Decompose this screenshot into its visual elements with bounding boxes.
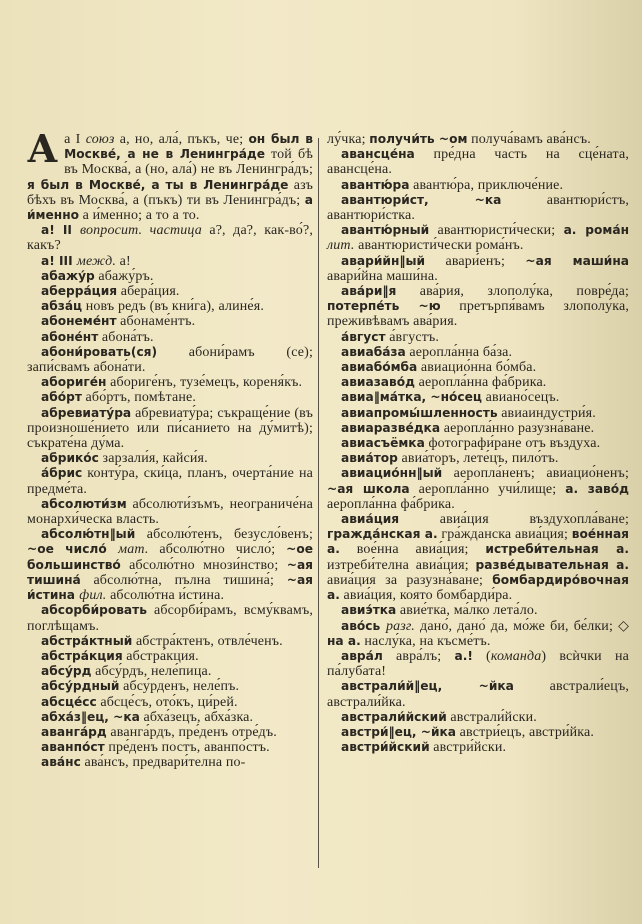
drop-cap: А bbox=[27, 126, 59, 171]
translation: авиа́ция въздухопла́ване; bbox=[399, 512, 629, 528]
translation: пре́дна часть на сце́ната, авансце́на. bbox=[327, 147, 629, 178]
translation: абсолю́тна, пълна тишина́; bbox=[80, 572, 287, 588]
translation: абсолю́тно число́; bbox=[148, 542, 287, 558]
headword: абоне́нт bbox=[41, 329, 99, 344]
headword: австри́йский bbox=[341, 740, 430, 755]
dictionary-entry bbox=[327, 512, 629, 603]
headword: авиа‖ма́тка, ~но́сец bbox=[341, 390, 482, 405]
headword: абориге́н bbox=[41, 375, 107, 390]
headword: а́вгуст bbox=[341, 329, 386, 344]
translation: абажу́ръ. bbox=[94, 268, 154, 284]
headword: абревиату́ра bbox=[41, 405, 132, 420]
translation: а! bbox=[116, 253, 131, 269]
translation: а, но, ала́, пъкъ, че; bbox=[114, 132, 249, 147]
translation: абсолюти́зъмъ, неограниче́на монархи́ческа власть. bbox=[27, 496, 313, 528]
translation: новъ редъ (въ кни́га), алине́я. bbox=[82, 299, 264, 315]
translation: австрали́йски. bbox=[446, 709, 537, 725]
translation: австри́ецъ, австри́йка. bbox=[456, 724, 595, 740]
headword: он был в Москве́, а не в Ленингра́де bbox=[64, 132, 313, 162]
headword: австри́‖ец, ~йка bbox=[341, 724, 457, 739]
translation: абсолю́тна и́стина. bbox=[106, 588, 225, 604]
translation: аеропла́нно учи́лище; bbox=[409, 481, 566, 497]
headword: ~ая тишина́ bbox=[27, 557, 313, 587]
headword: авиазаво́д bbox=[341, 375, 415, 390]
translation: абсолю́тно мнози́нство; bbox=[120, 557, 287, 573]
dictionary-entry bbox=[327, 619, 629, 649]
dictionary-entry bbox=[327, 451, 629, 466]
dictionary-entry bbox=[27, 126, 313, 224]
headword: авиапромы́шленность bbox=[341, 405, 498, 420]
headword: ава́ри‖я bbox=[341, 284, 397, 299]
headword: авиабо́мба bbox=[341, 360, 418, 375]
headword: авиаразве́дка bbox=[341, 420, 441, 435]
translation: азъ бѣхъ въ Москва́, а (пъкъ) ти въ Ленингра́дъ; bbox=[27, 177, 313, 208]
dictionary-entry bbox=[327, 436, 629, 451]
translation: лу́чка; bbox=[327, 132, 370, 147]
translation: авиано́сецъ. bbox=[481, 390, 560, 406]
column-divider bbox=[318, 138, 319, 868]
dictionary-entry bbox=[327, 421, 629, 436]
headword: а и́менно bbox=[27, 192, 313, 223]
usage-label: лит. bbox=[327, 238, 355, 254]
left-column bbox=[27, 126, 313, 771]
dictionary-entry bbox=[327, 710, 629, 725]
dictionary-entry bbox=[327, 360, 629, 375]
dictionary-entry bbox=[27, 375, 313, 390]
headword: разве́дывательная а. bbox=[475, 557, 629, 572]
translation: абсу́рдъ, неле́пица. bbox=[91, 664, 212, 680]
dictionary-entry bbox=[327, 147, 629, 177]
translation: абстра́ктенъ, отвле́ченъ. bbox=[132, 633, 283, 649]
headword: авантю́ра bbox=[341, 177, 410, 192]
headword: абха́з‖ец, ~ка bbox=[41, 709, 140, 724]
translation: авиа́ция, която бомбарди́ра. bbox=[339, 588, 513, 604]
dictionary-entry bbox=[327, 193, 629, 223]
headword: абрико́с bbox=[41, 451, 99, 466]
headword: на а. bbox=[327, 633, 361, 648]
headword: аванпо́ст bbox=[41, 740, 105, 755]
dictionary-entry bbox=[27, 679, 313, 694]
headword: а. рома́н bbox=[563, 223, 629, 238]
dictionary-entry bbox=[27, 284, 313, 299]
translation: абсу́рденъ, неле́пъ. bbox=[119, 679, 240, 695]
headword: аво́сь bbox=[341, 618, 386, 633]
translation: авантюристи́чески; bbox=[429, 223, 564, 239]
headword: авантю́рный bbox=[341, 223, 430, 238]
headword: ~ая школа bbox=[327, 481, 410, 496]
translation: ( bbox=[472, 648, 491, 664]
translation: авиацио́нна бо́мба. bbox=[417, 360, 537, 376]
translation: фотографи́ране отъ въздуха. bbox=[424, 436, 601, 452]
headword: ава́нс bbox=[41, 755, 81, 770]
dictionary-entry bbox=[27, 755, 313, 770]
dictionary-entry bbox=[27, 603, 313, 633]
headword: а! III bbox=[41, 253, 77, 268]
headword: авиэ́тка bbox=[341, 603, 397, 618]
dictionary-entry bbox=[27, 497, 313, 527]
translation: дано́, дано́ да, мо́же би, бе́лки; ◇ bbox=[414, 618, 630, 634]
translation: а?, да?, как-во́?, какъ? bbox=[27, 223, 313, 254]
translation: абсце́съ, ото́къ, ци́рей. bbox=[96, 694, 238, 710]
headword: получи́ть ~ом bbox=[369, 132, 468, 146]
dictionary-entry bbox=[327, 375, 629, 390]
dictionary-entry bbox=[327, 284, 629, 330]
headword: абажу́р bbox=[41, 268, 95, 283]
dictionary-entry bbox=[327, 345, 629, 360]
usage-label: межд. bbox=[76, 253, 117, 269]
translation: авиаиндустри́я. bbox=[497, 405, 596, 421]
dictionary-entry bbox=[327, 390, 629, 405]
translation: авантю́ра, приключе́ние. bbox=[409, 177, 564, 193]
headword: абстра́кция bbox=[41, 648, 123, 663]
translation: абсолю́тенъ, безусло́венъ; bbox=[135, 527, 313, 543]
dictionary-entry bbox=[27, 299, 313, 314]
headword: авиацио́нн‖ый bbox=[341, 466, 443, 481]
headword: ~ое число́ bbox=[27, 542, 119, 557]
translation: получа́вамъ ава́нсъ. bbox=[467, 132, 591, 147]
headword: авансце́на bbox=[341, 147, 415, 162]
headword: абсолюти́зм bbox=[41, 496, 127, 511]
headword: авантюри́ст, ~ка bbox=[341, 192, 502, 207]
headword: австрали́й‖ец, ~йка bbox=[341, 679, 514, 694]
dictionary-entry bbox=[27, 345, 313, 375]
dictionary-entry bbox=[27, 466, 313, 496]
headword: я был в Москве́, а ты в Ленингра́де bbox=[27, 177, 289, 192]
headword: або́рт bbox=[41, 390, 82, 405]
translation: изтреби́телна авиа́ция; bbox=[327, 557, 476, 573]
dictionary-entry bbox=[27, 390, 313, 405]
dictionary-entry bbox=[327, 603, 629, 618]
usage-label: команда bbox=[490, 648, 542, 664]
translation: авантюри́стъ, авантюри́стка. bbox=[327, 192, 629, 224]
headword: ~ая и́стина bbox=[27, 572, 313, 603]
headword: а. заво́д bbox=[565, 481, 629, 496]
translation: або́ртъ, помѣтане. bbox=[81, 390, 197, 406]
headword: абсорби́ровать bbox=[41, 603, 147, 618]
dictionary-entry bbox=[327, 178, 629, 193]
translation: а и́менно; а то а то. bbox=[78, 208, 200, 224]
translation: аеропла́нна фа́брика. bbox=[414, 375, 547, 391]
headword: абза́ц bbox=[41, 299, 83, 314]
translation: авари́енъ; bbox=[425, 253, 526, 269]
translation: абстра́кция. bbox=[122, 648, 199, 664]
dictionary-entry bbox=[327, 330, 629, 345]
dictionary-entry bbox=[327, 406, 629, 421]
headword: авра́л bbox=[341, 648, 383, 663]
headword: ~ая маши́на bbox=[525, 253, 629, 268]
right-column bbox=[327, 132, 629, 755]
headword: абсу́рд bbox=[41, 664, 92, 679]
dictionary-entry bbox=[27, 254, 313, 269]
translation: вое́нна авиа́ция; bbox=[339, 542, 486, 558]
translation: аванга́рдъ, пре́денъ отре́дъ. bbox=[106, 724, 277, 740]
translation: абревиату́ра; съкраще́ние (въ произноше́нието или пи́санието на ду́митѣ); съкрате́на ду́ма. bbox=[27, 405, 313, 452]
dictionary-entry bbox=[27, 269, 313, 284]
headword: авиаба́за bbox=[341, 344, 406, 359]
translation: гра́жданска авиа́ция; bbox=[437, 527, 572, 543]
translation: авра́лъ; bbox=[382, 648, 455, 664]
translation: аеропла́нно разузна́ване. bbox=[440, 420, 595, 436]
translation: австри́йски. bbox=[429, 740, 507, 756]
usage-label: фил. bbox=[79, 588, 107, 604]
headword: австрали́йский bbox=[341, 709, 447, 724]
translation: авие́тка, ма́лко лета́ло. bbox=[396, 603, 538, 619]
translation: ) всѝчки на па́лубата! bbox=[327, 648, 629, 680]
headword: вое́нная а. bbox=[327, 527, 629, 557]
dictionary-entry bbox=[27, 527, 313, 603]
translation: абона́тъ. bbox=[98, 329, 154, 345]
dictionary-entry bbox=[27, 634, 313, 649]
headword: ~ое большинство́ bbox=[27, 542, 313, 572]
translation: абха́зецъ, абха́зка. bbox=[139, 709, 254, 725]
headword: истреби́тельная а. bbox=[485, 542, 629, 557]
translation: абера́ция. bbox=[117, 284, 180, 300]
translation: той бѣ въ Москва́, а (но, ала́) не въ Ленингра́дъ; bbox=[64, 147, 313, 178]
dictionary-entry bbox=[27, 330, 313, 345]
headword: абсце́сс bbox=[41, 694, 97, 709]
translation: аеропла́ненъ; авиацио́ненъ; bbox=[442, 466, 629, 482]
dictionary-entry bbox=[27, 223, 313, 253]
headword: абсолю́тн‖ый bbox=[41, 527, 136, 542]
translation: абони́рамъ (се); запи́свамъ абона́ти. bbox=[27, 344, 313, 376]
translation: абориге́нъ, тузе́мецъ, кореня́къ. bbox=[106, 375, 303, 391]
dictionary-entry bbox=[327, 725, 629, 740]
headword: авари́йн‖ый bbox=[341, 253, 426, 268]
translation: аеропла́нна ба́за. bbox=[405, 344, 513, 360]
dictionary-entry bbox=[27, 664, 313, 679]
dictionary-entry bbox=[327, 223, 629, 253]
translation: авиа́торъ, лете́цъ, пило́тъ. bbox=[397, 451, 559, 467]
dictionary-entry bbox=[327, 649, 629, 679]
usage-label: союз bbox=[85, 132, 115, 147]
dictionary-entry bbox=[27, 314, 313, 329]
usage-label: разг. bbox=[385, 618, 415, 634]
translation: а I bbox=[64, 132, 86, 147]
translation: авари́йна маши́на. bbox=[327, 268, 438, 284]
usage-label: мат. bbox=[118, 542, 149, 558]
translation: австрали́ецъ, австрали́йка. bbox=[327, 679, 629, 710]
dictionary-entry bbox=[27, 740, 313, 755]
translation: претърпя́вамъ злополу́ка, преживѣвамъ ава́рия. bbox=[327, 299, 629, 330]
headword: абсу́рдный bbox=[41, 679, 120, 694]
translation: ава́нсъ, предвари́телна по- bbox=[80, 755, 246, 771]
translation: авантюристи́чески рома́нъ. bbox=[354, 238, 524, 254]
translation: наслу́ка, на късме́тъ. bbox=[360, 633, 491, 649]
dictionary-entry bbox=[27, 451, 313, 466]
translation: ава́рия, злополу́ка, повре́да; bbox=[396, 284, 629, 300]
dictionary-entry bbox=[27, 695, 313, 710]
usage-label: вопросит. частица bbox=[79, 223, 202, 239]
headword: абонеме́нт bbox=[41, 314, 117, 329]
headword: бомбардиро́вочная а. bbox=[327, 572, 629, 603]
headword: а.! bbox=[454, 648, 473, 663]
dictionary-entry bbox=[327, 679, 629, 709]
translation: абсорби́рамъ, всму́квамъ, поглѣщамъ. bbox=[27, 603, 313, 634]
headword: авиа́тор bbox=[341, 451, 398, 466]
dictionary-entry bbox=[27, 406, 313, 452]
headword: гражда́нская а. bbox=[327, 527, 438, 542]
dictionary-entry bbox=[327, 132, 629, 147]
headword: авиасъёмка bbox=[341, 436, 425, 451]
translation: зарзали́я, кайси́я. bbox=[98, 451, 208, 467]
headword: а! II bbox=[41, 223, 80, 238]
headword: авиа́ция bbox=[341, 512, 400, 527]
headword: абстра́ктный bbox=[41, 633, 133, 648]
headword: абони́ровать(ся) bbox=[41, 344, 158, 359]
translation: аеропла́нна фа́брика. bbox=[327, 496, 455, 512]
dictionary-entry bbox=[27, 725, 313, 740]
dictionary-entry bbox=[27, 649, 313, 664]
dictionary-entry bbox=[327, 254, 629, 284]
headword: аберра́ция bbox=[41, 284, 118, 299]
translation: пре́денъ постъ, аванпо́стъ. bbox=[104, 740, 270, 756]
translation: абонаме́нтъ. bbox=[116, 314, 196, 330]
dictionary-entry bbox=[327, 466, 629, 512]
translation: а́вгустъ. bbox=[385, 329, 440, 345]
dictionary-entry bbox=[327, 740, 629, 755]
headword: а́брис bbox=[41, 466, 83, 481]
translation: конту́ра, ски́ца, планъ, очерта́ние на предме́та. bbox=[27, 466, 313, 497]
headword: аванга́рд bbox=[41, 724, 107, 739]
headword: потерпе́ть ~ю bbox=[327, 299, 441, 314]
dictionary-entry bbox=[27, 710, 313, 725]
translation: авиа́ция за разузна́ване; bbox=[327, 572, 493, 588]
